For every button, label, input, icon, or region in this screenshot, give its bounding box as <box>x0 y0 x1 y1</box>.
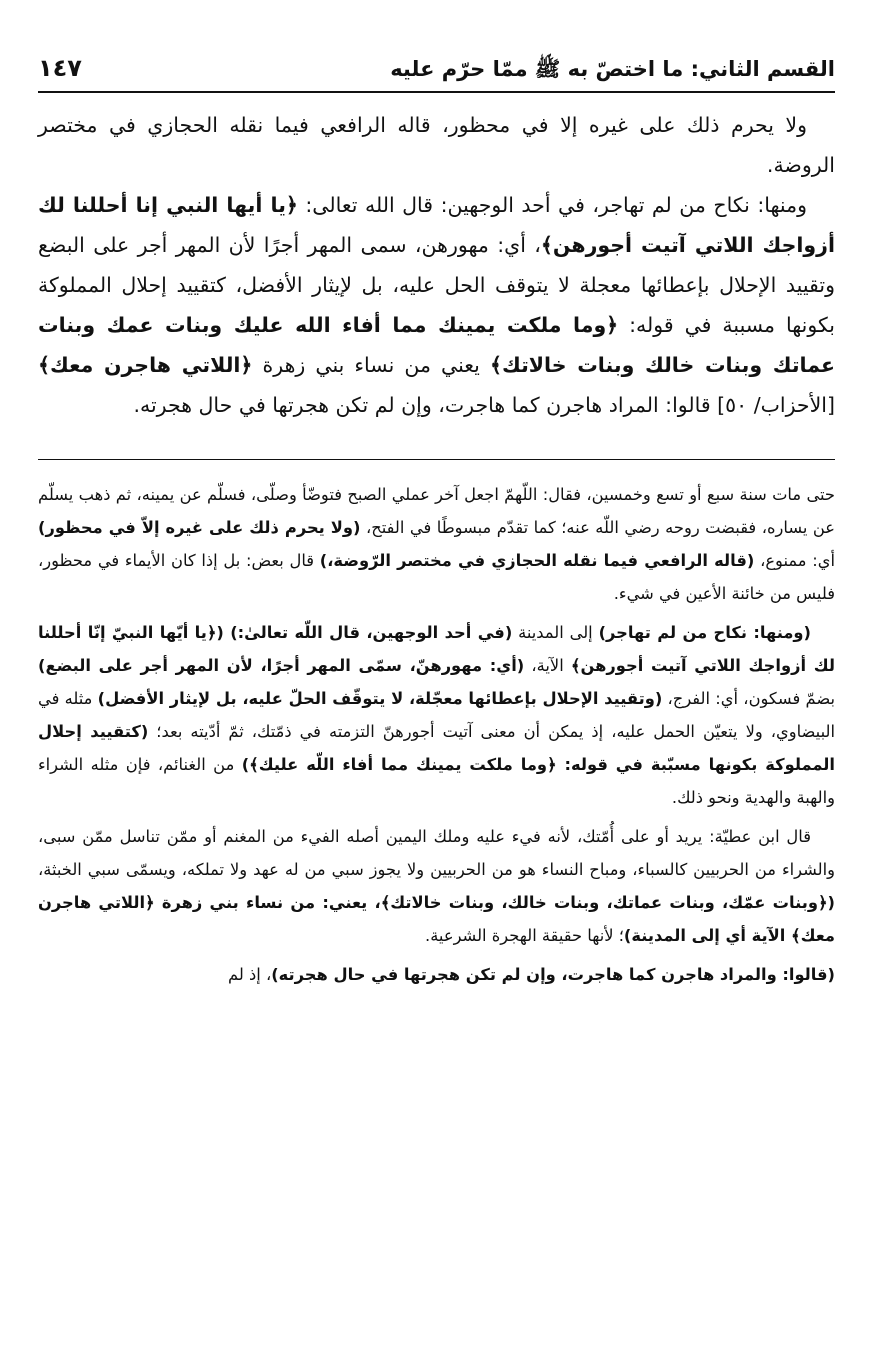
quoted-matn: (ومنها: نكاح من لم تهاجر) <box>598 623 811 642</box>
page-number: ١٤٧ <box>38 54 82 82</box>
text-run: قال ابن عطيّة: يريد أو على أُمّتك، لأنه فيء عليه وملك اليمين أصله الفيء من المغنم أو ممّن تناسل ممّن سبى، والشراء من الحربيين كالسباء، ومباح النساء هو من الحربيين ولا يجوز سبي من له عهد ولا تملكه، ويسمّى سبي الخبثة، <box>38 827 835 879</box>
main-paragraph-2 <box>38 185 835 425</box>
text-run: قال بعض: بل إذا كان الأيماء في محظور، فليس من خائنة الأعين في شيء. <box>38 551 835 603</box>
commentary-paragraph-2 <box>38 616 835 814</box>
quoted-matn: (ولا يحرم ذلك على غيره إلاّ في محظور) <box>38 518 361 537</box>
quoted-matn: (في أحد الوجهين، قال اللّه تعالىٰ:) (﴿يا أيّها النبيّ إنّا أحللنا لك أزواجك اللاتي آتيت أجورهن﴾ <box>38 623 836 675</box>
text-run: ، إذ لم <box>228 965 272 984</box>
text-run: مثله في البيضاوي، ولا يتعيّن الحمل عليه، إذ يمكن أن معنى آتيت أجورهنّ التزمته في ذمّتك، ثمّ أدّيته بعد؛ <box>38 689 835 741</box>
text-run: إلى المدينة <box>512 623 599 642</box>
text-run: الآية، <box>524 656 571 675</box>
text-run: ومنها: نكاح من لم تهاجر، في أحد الوجهين: قال الله تعالى: <box>297 193 807 217</box>
text-run: بضمّ فسكون، أي: الفرج، <box>662 689 835 708</box>
running-header <box>38 48 835 93</box>
main-paragraph-1: ولا يحرم ذلك على غيره إلا في محظور، قاله الرافعي فيما نقله الحجازي في مختصر الروضة. <box>38 113 835 177</box>
commentary-paragraph-3 <box>38 820 835 952</box>
quoted-matn: (كتقييد إحلال المملوكة بكونها مسبّبة في قوله: ﴿وما ملكت يمينك مما أفاء اللّه عليك﴾) <box>38 722 836 774</box>
commentary-paragraph-4 <box>38 958 835 991</box>
commentary <box>38 478 835 991</box>
main-text <box>38 105 835 425</box>
separator-rule <box>38 459 835 460</box>
quoted-matn: (أي: مهورهنّ، سمّى المهر أجرًا، لأن المهر أجر على البضع) <box>38 656 525 675</box>
running-title: القسم الثاني: ما اختصّ به ﷺ ممّا حرّم عليه <box>390 57 835 81</box>
quoted-matn: (وتقييد الإحلال بإعطائها معجّلة، لا يتوقّف الحلّ عليه، بل لإيثار الأفضل) <box>97 689 663 708</box>
text-run: ، أي: مهورهن، سمى المهر أجرًا لأن المهر أجر على البضع وتقييد الإحلال بإعطائها معجلة لا يتوقف الحل عليه، بل لإيثار الأفضل، كتقييد إحلال المملوكة بكونها مسببة في قوله: <box>38 233 835 337</box>
text-run: من الغنائم، فإن مثله الشراء والهبة والهدية ونحو ذلك. <box>38 755 835 807</box>
text-run: [الأحزاب/ ٥٠] قالوا: المراد هاجرن كما هاجرت، وإن لم تكن هجرتها في حال هجرته. <box>133 393 835 417</box>
commentary-paragraph-1 <box>38 478 835 610</box>
text-run: يعني من نساء بني زهرة <box>252 353 490 377</box>
text-run: حتى مات سنة سبع أو تسع وخمسين، فقال: اللّهمّ اجعل آخر عملي الصبح فتوضّأ وصلّى، فسلّم عن يمينه، ثم ذهب يسلّم عن يساره، فقبضت روحه رضي اللّه عنه؛ كما تقدّم مبسوطًا في الفتح، <box>38 485 835 537</box>
text-run: ؛ لأنها حقيقة الهجرة الشرعية. <box>425 926 624 945</box>
quoted-matn: (﴿وبنات عمّك، وبنات عماتك، وبنات خالك، وبنات خالاتك﴾، يعني: من نساء بني زهرة ﴿اللاتي هاجرن معك﴾ الآية أي إلى المدينة) <box>38 893 835 945</box>
quran-verse: ﴿وما ملكت يمينك مما أفاء الله عليك وبنات عمك وبنات عماتك وبنات خالك وبنات خالاتك﴾ <box>38 313 835 377</box>
quran-verse: ﴿يا أيها النبي إنا أحللنا لك أزواجك اللاتي آتيت أجورهن﴾ <box>38 193 835 257</box>
quoted-matn: (قالوا: والمراد هاجرن كما هاجرت، وإن لم تكن هجرتها في حال هجرته) <box>271 965 835 984</box>
quoted-matn: (قاله الرافعي فيما نقله الحجازي في مختصر الرّوضة،) <box>319 551 755 570</box>
text-run: أي: ممنوع، <box>754 551 835 570</box>
quran-verse: ﴿اللاتي هاجرن معك﴾ <box>38 353 253 377</box>
